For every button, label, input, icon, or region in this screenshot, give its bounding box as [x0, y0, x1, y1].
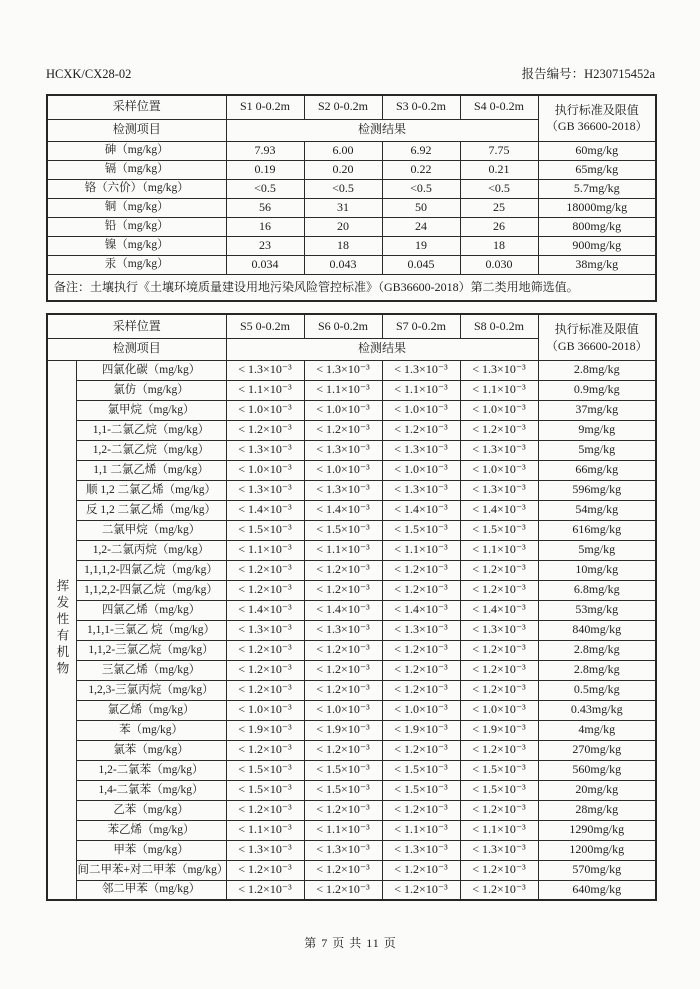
limit-cell: 2.8mg/kg	[538, 640, 656, 660]
table-row	[47, 780, 656, 800]
value-cell: 0.19	[226, 160, 304, 179]
sample-column-header: S4 0-0.2m	[460, 95, 538, 119]
item-cell: 四氯化碳（mg/kg）	[76, 360, 226, 380]
value-cell: < 1.2×10⁻³	[460, 560, 538, 580]
standard-limit-line2: （GB 36600-2018）	[545, 338, 648, 353]
value-cell: 25	[460, 198, 538, 217]
value-cell: < 1.3×10⁻³	[382, 840, 460, 860]
limit-cell: 66mg/kg	[538, 460, 656, 480]
table-row	[47, 640, 656, 660]
limit-cell: 2.8mg/kg	[538, 660, 656, 680]
value-cell: < 1.1×10⁻³	[304, 540, 382, 560]
table-row	[47, 236, 656, 255]
value-cell: 56	[226, 198, 304, 217]
standard-limit-header	[538, 95, 656, 141]
value-cell: < 1.2×10⁻³	[226, 860, 304, 880]
value-cell: < 1.2×10⁻³	[382, 680, 460, 700]
sample-column-header: S3 0-0.2m	[382, 95, 460, 119]
limit-cell: 0.5mg/kg	[538, 680, 656, 700]
report-page	[46, 0, 655, 951]
value-cell: < 1.2×10⁻³	[226, 420, 304, 440]
table-row	[47, 400, 656, 420]
value-cell: < 1.5×10⁻³	[226, 760, 304, 780]
value-cell: < 1.2×10⁻³	[226, 680, 304, 700]
value-cell: < 1.3×10⁻³	[382, 360, 460, 380]
table-row	[47, 360, 656, 380]
value-cell: < 1.3×10⁻³	[226, 620, 304, 640]
value-cell: < 1.3×10⁻³	[460, 480, 538, 500]
value-cell: 20	[304, 217, 382, 236]
value-cell: < 1.1×10⁻³	[382, 820, 460, 840]
limit-cell: 54mg/kg	[538, 500, 656, 520]
value-cell: < 1.2×10⁻³	[460, 660, 538, 680]
table-row	[47, 740, 656, 760]
value-cell: < 1.2×10⁻³	[226, 740, 304, 760]
value-cell: < 1.3×10⁻³	[382, 480, 460, 500]
value-cell: < 1.2×10⁻³	[382, 660, 460, 680]
item-cell: 1,1 二氯乙烯（mg/kg）	[76, 460, 226, 480]
item-cell: 苯乙烯（mg/kg）	[76, 820, 226, 840]
value-cell: < 1.2×10⁻³	[382, 740, 460, 760]
limit-cell: 53mg/kg	[538, 600, 656, 620]
value-cell: < 1.5×10⁻³	[304, 780, 382, 800]
remark-text: 备注：土壤执行《土壤环境质量建设用地污染风险管控标准》（GB36600-2018）第二类用地筛选值。	[47, 274, 656, 301]
item-cell: 四氯乙烯（mg/kg）	[76, 600, 226, 620]
table-header-row	[47, 95, 656, 119]
value-cell: < 1.2×10⁻³	[304, 580, 382, 600]
table-row	[47, 440, 656, 460]
table-row	[47, 680, 656, 700]
item-cell: 1,2-二氯乙烷（mg/kg）	[76, 440, 226, 460]
item-cell: 1,2-二氯丙烷（mg/kg）	[76, 540, 226, 560]
table-row	[47, 255, 656, 274]
limit-cell: 800mg/kg	[538, 217, 656, 236]
limit-cell: 37mg/kg	[538, 400, 656, 420]
value-cell: < 1.3×10⁻³	[382, 620, 460, 640]
standard-limit-header	[538, 314, 656, 360]
item-cell: 镉（mg/kg）	[47, 160, 226, 179]
value-cell: 0.21	[460, 160, 538, 179]
value-cell: < 1.2×10⁻³	[304, 860, 382, 880]
value-cell: 0.043	[304, 255, 382, 274]
value-cell: < 1.1×10⁻³	[382, 380, 460, 400]
item-cell: 间二甲苯+对二甲苯（mg/kg）	[76, 860, 226, 880]
value-cell: < 1.3×10⁻³	[304, 840, 382, 860]
value-cell: < 1.3×10⁻³	[460, 620, 538, 640]
table-row	[47, 580, 656, 600]
value-cell: < 1.9×10⁻³	[304, 720, 382, 740]
value-cell: < 1.0×10⁻³	[460, 700, 538, 720]
value-cell: < 1.0×10⁻³	[304, 400, 382, 420]
value-cell: < 1.9×10⁻³	[460, 720, 538, 740]
limit-cell: 1290mg/kg	[538, 820, 656, 840]
value-cell: < 1.0×10⁻³	[382, 700, 460, 720]
table-row	[47, 520, 656, 540]
value-cell: < 1.2×10⁻³	[226, 560, 304, 580]
value-cell: < 1.2×10⁻³	[382, 880, 460, 900]
remark-row	[47, 274, 656, 301]
table-row	[47, 660, 656, 680]
item-cell: 铬（六价）（mg/kg）	[47, 179, 226, 198]
item-cell: 1,4-二氯苯（mg/kg）	[76, 780, 226, 800]
table-row	[47, 179, 656, 198]
item-cell: 砷（mg/kg）	[47, 141, 226, 160]
item-cell: 氯仿（mg/kg）	[76, 380, 226, 400]
value-cell: < 1.2×10⁻³	[460, 880, 538, 900]
value-cell: < 1.5×10⁻³	[226, 780, 304, 800]
value-cell: < 1.0×10⁻³	[460, 460, 538, 480]
page-number: 第 7 页 共 11 页	[304, 936, 397, 951]
table-row	[47, 217, 656, 236]
table-header-row	[47, 314, 656, 338]
value-cell: 0.045	[382, 255, 460, 274]
item-cell: 1,1,2,2-四氯乙烷（mg/kg）	[76, 580, 226, 600]
item-cell: 邻二甲苯（mg/kg）	[76, 880, 226, 900]
item-cell: 反 1,2 二氯乙烯（mg/kg）	[76, 500, 226, 520]
value-cell: 0.22	[382, 160, 460, 179]
value-cell: < 1.2×10⁻³	[304, 680, 382, 700]
value-cell: < 1.5×10⁻³	[460, 520, 538, 540]
value-cell: 18	[304, 236, 382, 255]
value-cell: < 1.4×10⁻³	[460, 600, 538, 620]
value-cell: < 1.2×10⁻³	[460, 420, 538, 440]
table-row	[47, 198, 656, 217]
item-cell: 氯甲烷（mg/kg）	[76, 400, 226, 420]
item-cell: 镍（mg/kg）	[47, 236, 226, 255]
limit-cell: 2.8mg/kg	[538, 360, 656, 380]
value-cell: < 1.3×10⁻³	[226, 360, 304, 380]
item-cell: 甲苯（mg/kg）	[76, 840, 226, 860]
document-code: HCXK/CX28-02	[46, 67, 132, 81]
value-cell: < 1.1×10⁻³	[382, 540, 460, 560]
value-cell: < 1.9×10⁻³	[382, 720, 460, 740]
table-row	[47, 380, 656, 400]
value-cell: < 1.2×10⁻³	[304, 800, 382, 820]
value-cell: < 1.0×10⁻³	[226, 700, 304, 720]
value-cell: <0.5	[460, 179, 538, 198]
table-row	[47, 460, 656, 480]
value-cell: < 1.2×10⁻³	[304, 640, 382, 660]
value-cell: < 1.5×10⁻³	[460, 780, 538, 800]
value-cell: < 1.5×10⁻³	[304, 760, 382, 780]
value-cell: < 1.3×10⁻³	[460, 360, 538, 380]
value-cell: < 1.2×10⁻³	[382, 800, 460, 820]
table-row	[47, 840, 656, 860]
value-cell: < 1.1×10⁻³	[226, 820, 304, 840]
value-cell: < 1.4×10⁻³	[226, 500, 304, 520]
table-row	[47, 620, 656, 640]
value-cell: < 1.3×10⁻³	[460, 840, 538, 860]
value-cell: 19	[382, 236, 460, 255]
test-result-header: 检测结果	[226, 338, 538, 360]
standard-limit-line1: 执行标准及限值	[554, 103, 639, 118]
value-cell: < 1.2×10⁻³	[226, 580, 304, 600]
limit-cell: 5mg/kg	[538, 440, 656, 460]
value-cell: < 1.2×10⁻³	[304, 740, 382, 760]
value-cell: < 1.3×10⁻³	[304, 620, 382, 640]
value-cell: <0.5	[226, 179, 304, 198]
value-cell: 31	[304, 198, 382, 217]
value-cell: < 1.2×10⁻³	[304, 880, 382, 900]
value-cell: < 1.4×10⁻³	[460, 500, 538, 520]
value-cell: 7.75	[460, 141, 538, 160]
table-row	[47, 860, 656, 880]
category-label: 挥发性有机物	[54, 578, 69, 678]
table-row	[47, 500, 656, 520]
sample-column-header: S2 0-0.2m	[304, 95, 382, 119]
item-cell: 1,1,2-三氯乙烷（mg/kg）	[76, 640, 226, 660]
value-cell: < 1.2×10⁻³	[460, 640, 538, 660]
item-cell: 乙苯（mg/kg）	[76, 800, 226, 820]
limit-cell: 6.8mg/kg	[538, 580, 656, 600]
sample-column-header: S5 0-0.2m	[226, 314, 304, 338]
value-cell: < 1.2×10⁻³	[460, 800, 538, 820]
value-cell: < 1.2×10⁻³	[226, 660, 304, 680]
value-cell: <0.5	[304, 179, 382, 198]
value-cell: < 1.2×10⁻³	[382, 580, 460, 600]
value-cell: < 1.2×10⁻³	[460, 680, 538, 700]
value-cell: < 1.3×10⁻³	[382, 440, 460, 460]
value-cell: < 1.3×10⁻³	[460, 440, 538, 460]
value-cell: < 1.3×10⁻³	[226, 840, 304, 860]
value-cell: < 1.4×10⁻³	[304, 600, 382, 620]
limit-cell: 570mg/kg	[538, 860, 656, 880]
value-cell: < 1.0×10⁻³	[304, 460, 382, 480]
value-cell: 0.030	[460, 255, 538, 274]
limit-cell: 4mg/kg	[538, 720, 656, 740]
item-cell: 三氯乙烯（mg/kg）	[76, 660, 226, 680]
value-cell: < 1.1×10⁻³	[226, 540, 304, 560]
limit-cell: 0.9mg/kg	[538, 380, 656, 400]
item-cell: 铜（mg/kg）	[47, 198, 226, 217]
sample-column-header: S7 0-0.2m	[382, 314, 460, 338]
value-cell: < 1.2×10⁻³	[382, 560, 460, 580]
value-cell: < 1.2×10⁻³	[226, 880, 304, 900]
value-cell: < 1.0×10⁻³	[304, 700, 382, 720]
table-row	[47, 800, 656, 820]
value-cell: < 1.9×10⁻³	[226, 720, 304, 740]
limit-cell: 18000mg/kg	[538, 198, 656, 217]
value-cell: < 1.0×10⁻³	[226, 460, 304, 480]
value-cell: < 1.1×10⁻³	[226, 380, 304, 400]
value-cell: < 1.2×10⁻³	[460, 740, 538, 760]
sample-column-header: S8 0-0.2m	[460, 314, 538, 338]
voc-results-table	[46, 313, 657, 901]
value-cell: < 1.4×10⁻³	[226, 600, 304, 620]
value-cell: < 1.5×10⁻³	[226, 520, 304, 540]
table-row	[47, 420, 656, 440]
limit-cell: 28mg/kg	[538, 800, 656, 820]
value-cell: < 1.0×10⁻³	[460, 400, 538, 420]
value-cell: 50	[382, 198, 460, 217]
test-item-header: 检测项目	[47, 119, 226, 141]
value-cell: <0.5	[382, 179, 460, 198]
value-cell: < 1.2×10⁻³	[382, 640, 460, 660]
item-cell: 汞（mg/kg）	[47, 255, 226, 274]
value-cell: < 1.1×10⁻³	[460, 380, 538, 400]
item-cell: 1,1,1-三氯乙 烷（mg/kg）	[76, 620, 226, 640]
value-cell: < 1.0×10⁻³	[382, 460, 460, 480]
item-cell: 1,1,1,2-四氯乙烷（mg/kg）	[76, 560, 226, 580]
table-row	[47, 480, 656, 500]
limit-cell: 9mg/kg	[538, 420, 656, 440]
standard-limit-line1: 执行标准及限值	[554, 322, 639, 337]
table-row	[47, 820, 656, 840]
value-cell: < 1.5×10⁻³	[382, 520, 460, 540]
value-cell: < 1.1×10⁻³	[304, 380, 382, 400]
value-cell: 26	[460, 217, 538, 236]
limit-cell: 1200mg/kg	[538, 840, 656, 860]
value-cell: < 1.3×10⁻³	[304, 480, 382, 500]
value-cell: < 1.0×10⁻³	[226, 400, 304, 420]
limit-cell: 20mg/kg	[538, 780, 656, 800]
test-item-header: 检测项目	[47, 338, 226, 360]
page-header	[46, 0, 655, 82]
item-cell: 1,2-二氯苯（mg/kg）	[76, 760, 226, 780]
value-cell: < 1.0×10⁻³	[382, 400, 460, 420]
limit-cell: 10mg/kg	[538, 560, 656, 580]
value-cell: 6.92	[382, 141, 460, 160]
value-cell: < 1.5×10⁻³	[304, 520, 382, 540]
value-cell: 16	[226, 217, 304, 236]
sample-column-header: S1 0-0.2m	[226, 95, 304, 119]
value-cell: 18	[460, 236, 538, 255]
table-row	[47, 141, 656, 160]
limit-cell: 5.7mg/kg	[538, 179, 656, 198]
value-cell: < 1.5×10⁻³	[382, 760, 460, 780]
limit-cell: 616mg/kg	[538, 520, 656, 540]
table-row	[47, 720, 656, 740]
item-cell: 1,1-二氯乙烷（mg/kg）	[76, 420, 226, 440]
metals-results-table	[46, 94, 657, 302]
value-cell: < 1.1×10⁻³	[304, 820, 382, 840]
value-cell: < 1.2×10⁻³	[382, 420, 460, 440]
table-row	[47, 760, 656, 780]
value-cell: < 1.3×10⁻³	[304, 360, 382, 380]
table-row	[47, 540, 656, 560]
value-cell: < 1.4×10⁻³	[382, 500, 460, 520]
value-cell: 23	[226, 236, 304, 255]
limit-cell: 640mg/kg	[538, 880, 656, 900]
limit-cell: 5mg/kg	[538, 540, 656, 560]
value-cell: < 1.2×10⁻³	[460, 580, 538, 600]
value-cell: < 1.1×10⁻³	[460, 540, 538, 560]
limit-cell: 60mg/kg	[538, 141, 656, 160]
table-row	[47, 160, 656, 179]
value-cell: < 1.2×10⁻³	[460, 860, 538, 880]
limit-cell: 840mg/kg	[538, 620, 656, 640]
item-cell: 苯（mg/kg）	[76, 720, 226, 740]
limit-cell: 38mg/kg	[538, 255, 656, 274]
limit-cell: 65mg/kg	[538, 160, 656, 179]
item-cell: 氯乙烯（mg/kg）	[76, 700, 226, 720]
value-cell: < 1.2×10⁻³	[304, 420, 382, 440]
table-row	[47, 560, 656, 580]
sampling-position-header: 采样位置	[47, 95, 226, 119]
category-cell	[47, 360, 76, 900]
item-cell: 氯苯（mg/kg）	[76, 740, 226, 760]
value-cell: < 1.4×10⁻³	[382, 600, 460, 620]
sampling-position-header: 采样位置	[47, 314, 226, 338]
limit-cell: 596mg/kg	[538, 480, 656, 500]
value-cell: < 1.2×10⁻³	[304, 660, 382, 680]
value-cell: < 1.4×10⁻³	[304, 500, 382, 520]
value-cell: < 1.3×10⁻³	[226, 480, 304, 500]
value-cell: < 1.3×10⁻³	[304, 440, 382, 460]
value-cell: 0.034	[226, 255, 304, 274]
value-cell: < 1.1×10⁻³	[460, 820, 538, 840]
table-row	[47, 880, 656, 900]
value-cell: < 1.2×10⁻³	[304, 560, 382, 580]
value-cell: 6.00	[304, 141, 382, 160]
value-cell: < 1.3×10⁻³	[226, 440, 304, 460]
report-number: 报告编号：H230715452a	[521, 67, 655, 81]
value-cell: < 1.5×10⁻³	[382, 780, 460, 800]
limit-cell: 0.43mg/kg	[538, 700, 656, 720]
limit-cell: 270mg/kg	[538, 740, 656, 760]
item-cell: 二氯甲烷（mg/kg）	[76, 520, 226, 540]
value-cell: 7.93	[226, 141, 304, 160]
value-cell: < 1.2×10⁻³	[382, 860, 460, 880]
table-row	[47, 600, 656, 620]
item-cell: 铅（mg/kg）	[47, 217, 226, 236]
table-row	[47, 700, 656, 720]
value-cell: < 1.2×10⁻³	[226, 640, 304, 660]
value-cell: < 1.5×10⁻³	[460, 760, 538, 780]
value-cell: < 1.2×10⁻³	[226, 800, 304, 820]
sample-column-header: S6 0-0.2m	[304, 314, 382, 338]
limit-cell: 560mg/kg	[538, 760, 656, 780]
test-result-header: 检测结果	[226, 119, 538, 141]
item-cell: 1,2,3-三氯丙烷（mg/kg）	[76, 680, 226, 700]
item-cell: 顺 1,2 二氯乙烯（mg/kg）	[76, 480, 226, 500]
value-cell: 0.20	[304, 160, 382, 179]
standard-limit-line2: （GB 36600-2018）	[545, 119, 648, 134]
limit-cell: 900mg/kg	[538, 236, 656, 255]
value-cell: 24	[382, 217, 460, 236]
